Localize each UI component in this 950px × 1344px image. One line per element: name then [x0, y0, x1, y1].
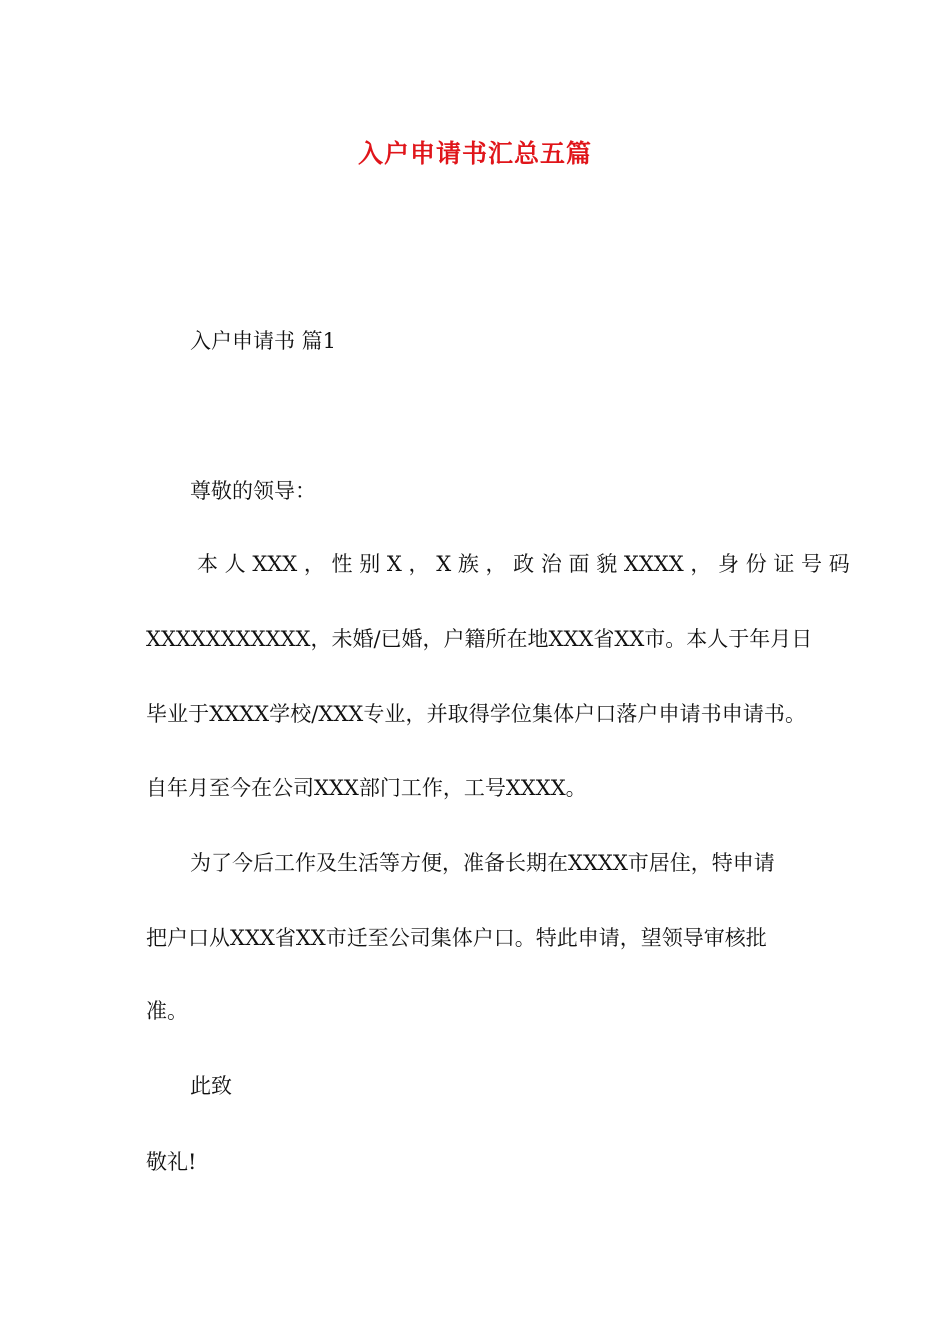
document-title: 入户申请书汇总五篇: [357, 139, 592, 168]
paragraph2-line1: 为了今后工作及生活等方便，准备长期在XXXX市居住，特申请: [190, 851, 775, 875]
paragraph2-line3: 准。: [146, 999, 188, 1023]
closing-ci-zhi: 此致: [190, 1074, 232, 1098]
paragraph1-line4: 自年月至今在公司XXX部门工作，工号XXXX。: [146, 776, 587, 800]
paragraph1-line3: 毕业于XXXX学校/XXX专业，并取得学位集体户口落户申请书申请书。: [146, 702, 806, 726]
paragraph2-line2: 把户口从XXX省XX市迁至公司集体户口。特此申请，望领导审核批: [146, 926, 767, 950]
closing-jing-li: 敬礼!: [146, 1150, 197, 1174]
section-heading: 入户申请书 篇1: [190, 329, 337, 353]
paragraph1-line1: 本 人 XXX ， 性 别 X ， X 族 ， 政 治 面 貌 XXXX ， 身 份 证 号 码: [197, 552, 850, 576]
paragraph1-line2: XXXXXXXXXXX，未婚/已婚，户籍所在地XXX省XX市。本人于年月日: [146, 627, 813, 651]
salutation: 尊敬的领导：: [190, 479, 316, 503]
